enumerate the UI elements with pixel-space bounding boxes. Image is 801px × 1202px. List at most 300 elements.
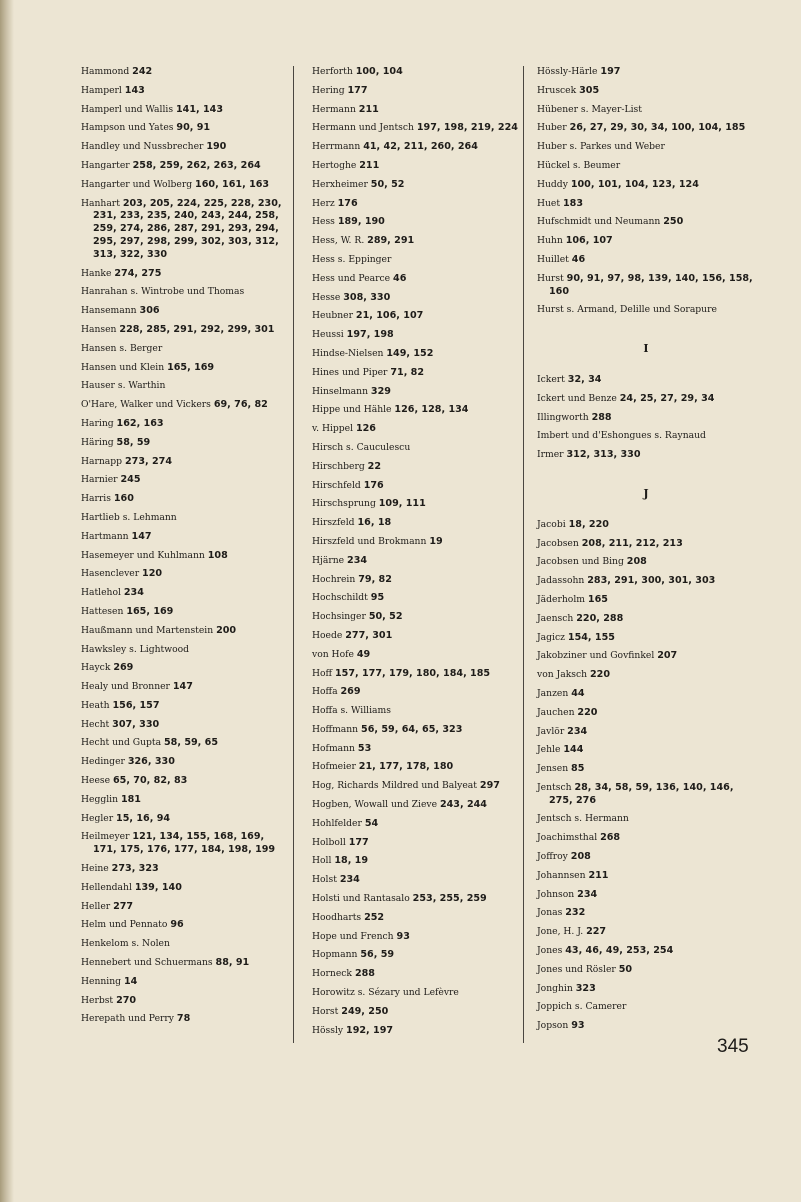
- entry-pages: 109, 111: [378, 498, 426, 510]
- index-entry: [312, 1006, 518, 1019]
- entry-pages: 21, 106, 107: [355, 310, 424, 322]
- entry-name: Joffroy: [537, 851, 568, 863]
- entry-name: Johnson: [537, 888, 575, 900]
- entry-pages: 50, 52: [368, 611, 403, 623]
- index-entry: [81, 882, 287, 895]
- entry-name: Hübener s. Mayer-List: [537, 103, 642, 115]
- entry-pages: 197, 198: [346, 329, 394, 341]
- index-entry: [537, 632, 755, 645]
- entry-pages: 44: [571, 687, 585, 699]
- index-entry: [312, 254, 518, 267]
- entry-name: Illingworth: [537, 411, 589, 423]
- entry-pages: 54: [364, 817, 379, 829]
- entry-pages: 56, 59, 64, 65, 323: [361, 723, 463, 735]
- entry-pages: 258, 259, 262, 263, 264: [132, 159, 261, 171]
- entry-name: Hansen: [81, 323, 117, 335]
- index-entry: [312, 517, 518, 530]
- index-entry: [537, 613, 755, 626]
- index-entry: [312, 536, 518, 549]
- entry-name: Hanhart: [81, 197, 120, 209]
- entry-pages: 157, 177, 179, 180, 184, 185: [335, 667, 491, 679]
- index-entry: [537, 160, 755, 173]
- entry-pages: 200: [216, 624, 237, 636]
- entry-pages: 277: [113, 900, 134, 912]
- entry-pages: 160: [113, 493, 134, 505]
- index-entry: [312, 592, 518, 605]
- entry-name: Hurst: [537, 272, 564, 284]
- index-entry: [81, 587, 287, 600]
- entry-name: Helm und Pennato: [81, 919, 168, 931]
- index-entry: [81, 938, 287, 951]
- index-entry: [537, 945, 755, 958]
- index-entry: [81, 122, 287, 135]
- entry-name: Jagicz: [537, 631, 565, 643]
- entry-name: Hopmann: [312, 949, 358, 961]
- entry-name: Hering: [312, 84, 345, 96]
- entry-name: Holl: [312, 855, 332, 867]
- entry-name: Huet: [537, 197, 561, 209]
- entry-name: Hines und Piper: [312, 366, 388, 378]
- index-entry: [81, 512, 287, 525]
- entry-pages: 65, 70, 82, 83: [112, 775, 188, 787]
- entry-name: Jauchen: [537, 706, 575, 718]
- entry-pages: 93: [571, 1020, 585, 1032]
- entry-name: Jones: [537, 945, 563, 957]
- entry-name: Hess: [312, 216, 335, 228]
- entry-name: Hanke: [81, 267, 112, 279]
- index-entry: [81, 794, 287, 807]
- entry-pages: 100, 101, 104, 123, 124: [570, 178, 699, 190]
- index-entry: [81, 66, 287, 79]
- entry-pages: 306: [139, 305, 160, 317]
- entry-name: Holsti und Rantasalo: [312, 893, 410, 905]
- entry-name: Hurst s. Armand, Delille und Sorapure: [537, 304, 717, 316]
- index-entry: [537, 235, 755, 248]
- index-entry: [81, 1013, 287, 1026]
- index-entry: [81, 550, 287, 563]
- entry-pages: 190: [206, 141, 227, 153]
- index-entry: [81, 456, 287, 469]
- entry-pages: 165, 169: [167, 361, 215, 373]
- entry-name: Hayck: [81, 662, 111, 674]
- entry-name: Hirsch s. Cauculescu: [312, 441, 411, 453]
- entry-pages: 234: [347, 554, 368, 566]
- index-entry: [537, 851, 755, 864]
- index-column-3: [537, 66, 755, 1039]
- index-entry: [81, 160, 287, 173]
- entry-name: Jaensch: [537, 612, 574, 624]
- index-entry: [312, 198, 518, 211]
- index-entry: [537, 538, 755, 551]
- entry-pages: 250: [663, 216, 684, 228]
- entry-pages: 18, 220: [568, 518, 609, 530]
- entry-name: Harnapp: [81, 455, 123, 467]
- index-entry: [537, 726, 755, 739]
- entry-pages: 46: [393, 272, 407, 284]
- index-entry: [312, 480, 518, 493]
- index-entry: [537, 870, 755, 883]
- entry-name: Hufschmidt und Neumann: [537, 216, 661, 228]
- entry-name: Hansen s. Berger: [81, 342, 163, 354]
- entry-name: Hamperl und Wallis: [81, 103, 174, 115]
- entry-pages: 220, 288: [576, 612, 624, 624]
- index-entry: [312, 818, 518, 831]
- index-entry: [81, 644, 287, 657]
- entry-pages: 21, 177, 178, 180: [358, 761, 454, 773]
- entry-name: Henkelom s. Nolen: [81, 938, 170, 950]
- entry-pages: 18, 19: [334, 855, 369, 867]
- entry-name: Hartlieb s. Lehmann: [81, 511, 177, 523]
- index-entry: [537, 216, 755, 229]
- entry-name: Hess, W. R.: [312, 235, 365, 247]
- entry-pages: 220: [577, 706, 598, 718]
- index-entry: [537, 254, 755, 267]
- entry-pages: 208: [626, 556, 647, 568]
- index-entry: [81, 85, 287, 98]
- index-entry: [312, 442, 518, 455]
- index-entry: [81, 141, 287, 154]
- entry-name: Jentsch s. Hermann: [537, 813, 629, 825]
- index-entry: [312, 968, 518, 981]
- entry-name: von Jaksch: [537, 669, 588, 681]
- entry-pages: 312, 313, 330: [566, 449, 641, 461]
- index-entry: [312, 724, 518, 737]
- entry-pages: 326, 330: [127, 756, 175, 768]
- entry-pages: 232: [565, 907, 586, 919]
- entry-pages: 58, 59: [116, 436, 151, 448]
- index-entry: [81, 493, 287, 506]
- entry-name: Heussi: [312, 329, 344, 341]
- entry-pages: 243, 244: [439, 799, 487, 811]
- index-entry: [312, 855, 518, 868]
- entry-name: Hansen und Klein: [81, 361, 165, 373]
- entry-name: Herz: [312, 197, 335, 209]
- entry-pages: 177: [347, 84, 368, 96]
- entry-pages: 273, 323: [111, 863, 159, 875]
- index-entry: [312, 686, 518, 699]
- entry-name: Haußmann und Martenstein: [81, 624, 214, 636]
- entry-pages: 147: [131, 530, 152, 542]
- index-entry: [537, 1020, 755, 1033]
- entry-name: Hope und French: [312, 930, 394, 942]
- index-entry: [537, 198, 755, 211]
- entry-pages: 121, 134, 155, 168, 169, 171, 175, 176, 177, 184, 198, 199: [93, 831, 276, 856]
- index-entry: [537, 104, 755, 117]
- entry-pages: 297: [479, 780, 500, 792]
- entry-name: Hjärne: [312, 554, 345, 566]
- entry-name: Holboll: [312, 836, 346, 848]
- entry-pages: 147: [172, 681, 193, 693]
- entry-name: Hoffa s. Williams: [312, 705, 391, 717]
- index-entry: [312, 780, 518, 793]
- entry-name: Hermann: [312, 103, 356, 115]
- entry-name: Hoede: [312, 629, 343, 641]
- index-entry: [81, 474, 287, 487]
- entry-name: Hogben, Wowall und Zieve: [312, 799, 438, 811]
- index-entry: [537, 393, 755, 406]
- column-rule: [293, 66, 294, 1043]
- entry-pages: 249, 250: [341, 1005, 389, 1017]
- entry-name: Ickert und Benze: [537, 392, 617, 404]
- entry-name: Jakobziner und Govfinkel: [537, 650, 655, 662]
- index-entry: [312, 292, 518, 305]
- entry-name: Hinselmann: [312, 385, 368, 397]
- index-entry: [312, 85, 518, 98]
- entry-name: Joachimsthal: [537, 832, 598, 844]
- entry-name: Herepath und Perry: [81, 1013, 174, 1025]
- index-entry: [537, 66, 755, 79]
- entry-name: Haring: [81, 417, 114, 429]
- entry-name: Hirszfeld und Brokmann: [312, 535, 427, 547]
- entry-name: Jones und Rösler: [537, 963, 616, 975]
- entry-name: Huillet: [537, 253, 569, 265]
- index-entry: [312, 668, 518, 681]
- entry-pages: 197, 198, 219, 224: [416, 122, 518, 134]
- index-entry: [81, 995, 287, 1008]
- entry-name: Jacobi: [537, 518, 566, 530]
- entry-pages: 252: [364, 911, 385, 923]
- entry-pages: 108: [207, 549, 228, 561]
- entry-name: Healy und Bronner: [81, 681, 170, 693]
- index-entry: [312, 235, 518, 248]
- entry-pages: 100, 104: [355, 66, 403, 77]
- index-entry: [312, 555, 518, 568]
- index-entry: [537, 85, 755, 98]
- index-entry: [312, 329, 518, 342]
- index-entry: [81, 418, 287, 431]
- entry-name: Jentsch: [537, 781, 572, 793]
- index-entry: [81, 863, 287, 876]
- entry-name: Herforth: [312, 66, 353, 77]
- entry-name: Hindse-Nielsen: [312, 347, 384, 359]
- entry-pages: 95: [370, 592, 385, 604]
- index-entry: [537, 412, 755, 425]
- entry-pages: 177: [348, 836, 369, 848]
- entry-pages: 69, 76, 82: [213, 399, 268, 411]
- entry-name: Hippe und Hähle: [312, 404, 392, 416]
- index-entry: [312, 837, 518, 850]
- entry-pages: 189, 190: [337, 216, 385, 228]
- entry-name: Hangarter: [81, 159, 130, 171]
- index-entry: [312, 423, 518, 436]
- entry-pages: 160, 161, 163: [195, 178, 270, 190]
- entry-name: Heine: [81, 863, 109, 875]
- entry-name: Hawksley s. Lightwood: [81, 643, 190, 655]
- entry-pages: 15, 16, 94: [116, 812, 171, 824]
- index-entry: [312, 987, 518, 1000]
- entry-name: Hückel s. Beumer: [537, 159, 621, 171]
- entry-name: Huhn: [537, 235, 563, 247]
- entry-pages: 43, 46, 49, 253, 254: [565, 945, 674, 957]
- index-entry: [312, 66, 518, 79]
- index-entry: [81, 268, 287, 281]
- index-entry: [312, 104, 518, 117]
- entry-name: Jensen: [537, 763, 569, 775]
- entry-pages: 28, 34, 58, 59, 136, 140, 146, 275, 276: [549, 781, 734, 806]
- entry-pages: 24, 25, 27, 29, 34: [619, 392, 715, 404]
- entry-name: Hellendahl: [81, 881, 132, 893]
- entry-pages: 50, 52: [370, 178, 405, 190]
- entry-pages: 269: [340, 686, 361, 698]
- entry-name: Hoodharts: [312, 911, 362, 923]
- index-entry: [81, 681, 287, 694]
- entry-pages: 308, 330: [343, 291, 391, 303]
- index-entry: [537, 669, 755, 682]
- entry-name: Horowitz s. Sézary und Lefèvre: [312, 987, 459, 999]
- entry-pages: 242: [132, 66, 153, 77]
- index-entry: [537, 575, 755, 588]
- index-entry: [81, 343, 287, 356]
- index-entry: [81, 625, 287, 638]
- index-entry: [312, 912, 518, 925]
- entry-name: Heilmeyer: [81, 831, 130, 843]
- entry-pages: 207: [657, 650, 678, 662]
- entry-name: Jacobsen: [537, 537, 579, 549]
- index-entry: [81, 700, 287, 713]
- entry-pages: 32, 34: [567, 373, 602, 385]
- entry-pages: 96: [170, 919, 184, 931]
- entry-pages: 14: [123, 975, 138, 987]
- index-entry: [81, 179, 287, 192]
- index-entry: [537, 688, 755, 701]
- index-entry: [537, 273, 755, 299]
- entry-name: Horneck: [312, 968, 353, 980]
- entry-pages: 162, 163: [116, 417, 164, 429]
- entry-name: Irmer: [537, 449, 564, 461]
- index-entry: [312, 273, 518, 286]
- entry-name: Jadassohn: [537, 575, 585, 587]
- entry-name: Hössly-Härle: [537, 66, 598, 77]
- entry-pages: 192, 197: [346, 1024, 394, 1036]
- index-entry: [537, 122, 755, 135]
- entry-name: Hochschildt: [312, 592, 368, 604]
- index-entry: [81, 719, 287, 732]
- entry-name: Herbst: [81, 994, 114, 1006]
- entry-pages: 269: [113, 662, 134, 674]
- entry-name: Jehle: [537, 744, 561, 756]
- entry-name: Imbert und d'Eshongues s. Raynaud: [537, 430, 706, 442]
- entry-name: Jopson: [537, 1020, 569, 1032]
- entry-name: Hohlfelder: [312, 817, 362, 829]
- entry-name: Hess und Pearce: [312, 272, 391, 284]
- entry-pages: 49: [356, 648, 371, 660]
- entry-pages: 79, 82: [358, 573, 392, 585]
- entry-name: Ickert: [537, 373, 565, 385]
- entry-name: Hog, Richards Mildred und Balyeat: [312, 780, 477, 792]
- entry-pages: 181: [120, 793, 141, 805]
- index-entry: [312, 1025, 518, 1038]
- index-entry: [81, 737, 287, 750]
- entry-pages: 220: [590, 669, 611, 681]
- index-entry: [312, 179, 518, 192]
- entry-pages: 211: [359, 159, 380, 171]
- entry-name: v. Hippel: [312, 423, 354, 435]
- entry-pages: 268: [600, 832, 621, 844]
- index-entry: [537, 782, 755, 808]
- entry-pages: 78: [176, 1013, 191, 1025]
- entry-name: Javlör: [537, 725, 565, 737]
- entry-pages: 50: [618, 963, 633, 975]
- entry-pages: 176: [337, 197, 358, 209]
- entry-pages: 203, 205, 224, 225, 228, 230, 231, 233, 235, 240, 243, 244, 258, 259, 274, 286, 287, 291, 293, 294, 295, 297, 298, 299, 302, 303, 312, 313, 322, 330: [93, 197, 282, 260]
- page-edge-shadow: [0, 0, 14, 1202]
- entry-pages: 26, 27, 29, 30, 34, 100, 104, 185: [569, 122, 746, 134]
- entry-name: Handley und Nussbrecher: [81, 141, 204, 153]
- entry-pages: 144: [563, 744, 584, 756]
- entry-name: Harris: [81, 493, 111, 505]
- entry-pages: 274, 275: [114, 267, 162, 279]
- entry-pages: 149, 152: [386, 347, 434, 359]
- entry-pages: 283, 291, 300, 301, 303: [587, 575, 716, 587]
- entry-name: Hecht und Gupta: [81, 737, 162, 749]
- entry-pages: 329: [370, 385, 391, 397]
- entry-pages: 234: [339, 874, 360, 886]
- entry-pages: 126, 128, 134: [394, 404, 469, 416]
- index-entry: [537, 179, 755, 192]
- entry-name: Häring: [81, 436, 114, 448]
- entry-name: Jone, H. J.: [537, 926, 584, 938]
- index-entry: [312, 160, 518, 173]
- entry-name: Hennebert und Schuermans: [81, 957, 213, 969]
- entry-pages: 288: [591, 411, 612, 423]
- index-entry: [537, 926, 755, 939]
- index-entry: [312, 743, 518, 756]
- entry-name: Hedinger: [81, 756, 125, 768]
- entry-name: Holst: [312, 874, 337, 886]
- entry-name: Jonas: [537, 907, 563, 919]
- entry-pages: 208, 211, 212, 213: [581, 537, 683, 549]
- entry-name: Hauser s. Warthin: [81, 380, 166, 392]
- index-entry: [537, 707, 755, 720]
- index-entry: [537, 983, 755, 996]
- entry-pages: 58, 59, 65: [164, 737, 219, 749]
- entry-pages: 19: [429, 535, 443, 547]
- entry-name: Hamperl: [81, 84, 122, 96]
- entry-name: Herxheimer: [312, 178, 368, 190]
- entry-name: Hattesen: [81, 605, 124, 617]
- entry-name: Hegglin: [81, 793, 119, 805]
- index-entry: [537, 907, 755, 920]
- entry-name: Hegler: [81, 812, 114, 824]
- entry-pages: 90, 91, 97, 98, 139, 140, 156, 158, 160: [549, 272, 753, 297]
- entry-pages: 323: [575, 982, 596, 994]
- index-entry: [81, 286, 287, 299]
- index-entry: [81, 919, 287, 932]
- index-entry: [312, 386, 518, 399]
- index-entry: [537, 556, 755, 569]
- section-letter: I: [643, 342, 649, 356]
- entry-name: Jäderholm: [537, 593, 585, 605]
- entry-name: Hertoghe: [312, 159, 357, 171]
- index-entry: [312, 348, 518, 361]
- entry-name: Hammond: [81, 66, 130, 77]
- entry-pages: 228, 285, 291, 292, 299, 301: [119, 323, 275, 335]
- entry-pages: 93: [396, 930, 410, 942]
- entry-pages: 253, 255, 259: [412, 893, 487, 905]
- entry-pages: 56, 59: [360, 949, 395, 961]
- entry-pages: 22: [367, 460, 381, 472]
- entry-name: Joppich s. Camerer: [537, 1001, 627, 1013]
- entry-name: Hruscek: [537, 84, 577, 96]
- index-entry: [81, 324, 287, 337]
- entry-name: Hermann und Jentsch: [312, 122, 414, 134]
- entry-pages: 289, 291: [367, 235, 415, 247]
- index-entry: [312, 310, 518, 323]
- entry-name: Horst: [312, 1005, 339, 1017]
- entry-pages: 227: [586, 926, 607, 938]
- index-entry: [537, 744, 755, 757]
- entry-name: Harnier: [81, 474, 118, 486]
